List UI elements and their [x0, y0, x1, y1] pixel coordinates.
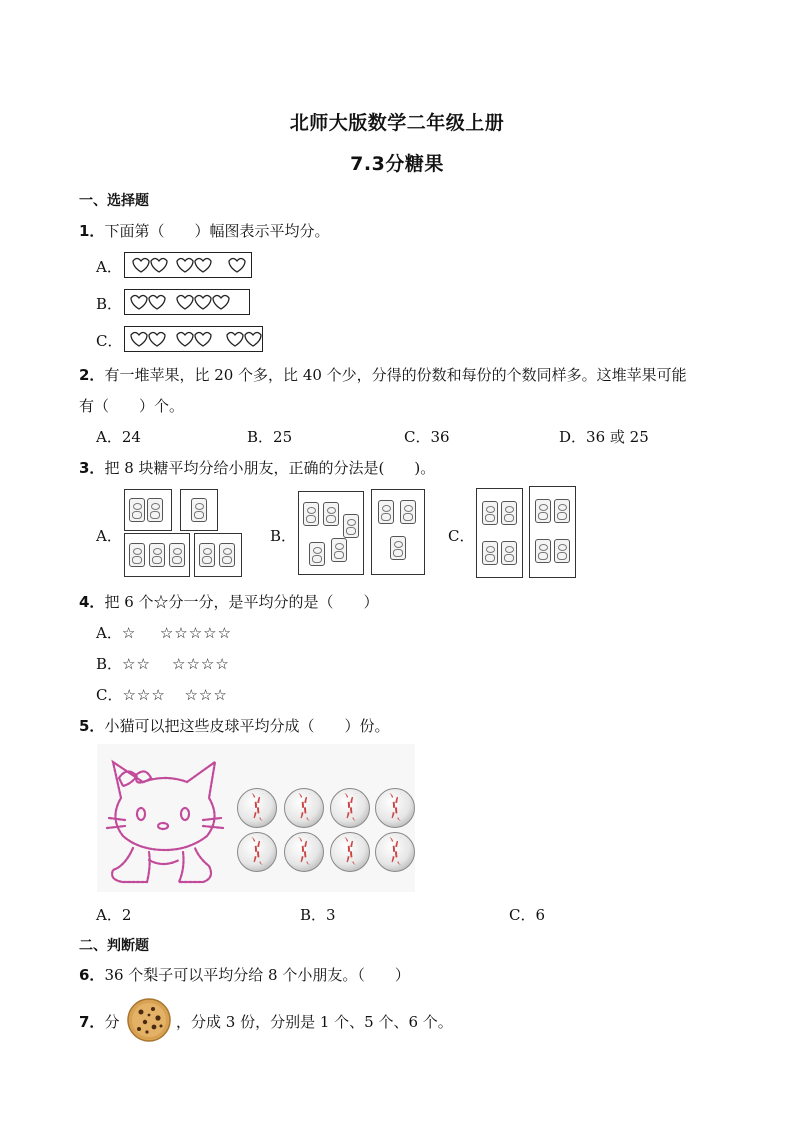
question-text: 把 8 块糖平均分给小朋友，正确的分法是( )。: [104, 459, 436, 477]
candy-icon: [309, 542, 325, 566]
candy-group: [476, 488, 523, 578]
ball-icon: [284, 832, 324, 872]
question-7: [79, 1011, 119, 1032]
candy-group: [124, 489, 172, 531]
q3-option-b-label: B．: [270, 527, 297, 545]
question-number: 3．: [79, 459, 105, 477]
page-title: 北师大版数学二年级上册: [289, 112, 505, 134]
star-group-left: ☆: [121, 624, 137, 642]
page-subtitle: 7.3分糖果: [350, 153, 444, 175]
candy-icon: [501, 501, 517, 525]
candy-icon: [129, 498, 145, 522]
q2-option-c: C．36: [404, 428, 450, 446]
candy-icon: [554, 539, 570, 563]
candy-group: [298, 491, 364, 575]
q1-option-a-hearts: [124, 252, 252, 278]
ball-icon: [375, 832, 415, 872]
question-text-line1: 有一堆苹果，比 20 个多，比 40 个少，分得的份数和每份的个数同样多。这堆苹果可能: [104, 366, 687, 384]
q1-option-c-hearts: [124, 326, 263, 352]
star-group-right: ☆☆☆: [184, 686, 228, 704]
candy-group: [371, 489, 425, 575]
candy-icon: [331, 538, 347, 562]
question-1: [79, 220, 329, 241]
q5-option-b: B．3: [300, 906, 336, 924]
q5-option-a: A．2: [96, 906, 132, 924]
question-3: [79, 457, 435, 478]
candy-icon: [400, 500, 416, 524]
question-5: [79, 715, 389, 736]
question-number: 1．: [79, 222, 105, 240]
question-2-line2: 有（ ）个。: [79, 397, 185, 415]
candy-icon: [535, 499, 551, 523]
candy-icon: [147, 498, 163, 522]
candy-icon: [554, 499, 570, 523]
star-group-right: ☆☆☆☆: [172, 655, 230, 673]
cat-icon: [99, 748, 231, 888]
q2-option-a: A．24: [96, 428, 141, 446]
q2-option-d: D．36 或 25: [559, 428, 649, 446]
candy-icon: [303, 502, 319, 526]
option-label: A．: [96, 624, 122, 642]
heart-icon: [125, 327, 262, 351]
question-number: 2．: [79, 366, 105, 384]
q1-option-b-label: B．: [96, 295, 123, 313]
question-text: 36 个梨子可以平均分给 8 个小朋友。（ ）: [104, 966, 410, 984]
q1-option-c-label: C．: [96, 332, 123, 350]
candy-group: [194, 533, 242, 577]
option-label: C．: [96, 686, 123, 704]
candy-icon: [219, 543, 235, 567]
candy-group: [124, 533, 190, 577]
question-number: 5．: [79, 717, 105, 735]
candy-icon: [501, 541, 517, 565]
candy-icon: [390, 536, 406, 560]
candy-icon: [169, 543, 185, 567]
question-text-prefix: 分: [104, 1013, 120, 1031]
candy-icon: [323, 502, 339, 526]
candy-icon: [482, 501, 498, 525]
star-group-left: ☆☆: [122, 655, 151, 673]
q4-option-a: [96, 622, 232, 643]
ball-icon: [330, 788, 370, 828]
q3-option-c-label: C．: [448, 527, 475, 545]
question-6: [79, 964, 410, 985]
q2-option-b: B．25: [247, 428, 293, 446]
section-heading-choice: 一、选择题: [79, 193, 149, 209]
candy-icon: [535, 539, 551, 563]
star-group-left: ☆☆☆: [122, 686, 166, 704]
ball-icon: [375, 788, 415, 828]
question-text: 下面第（ ）幅图表示平均分。: [104, 222, 330, 240]
q5-picture: [97, 744, 415, 892]
q4-option-b: [96, 653, 230, 674]
question-number: 7．: [79, 1013, 105, 1031]
ball-icon: [237, 832, 277, 872]
candy-icon: [129, 543, 145, 567]
heart-icon: [125, 290, 249, 314]
ball-icon: [284, 788, 324, 828]
q5-option-c: C．6: [509, 906, 546, 924]
q3-option-a-label: A．: [96, 527, 122, 545]
q1-option-b-hearts: [124, 289, 250, 315]
candy-icon: [343, 514, 359, 538]
q1-option-a-label: A．: [96, 258, 122, 276]
candy-group: [180, 489, 218, 531]
option-label: B．: [96, 655, 123, 673]
candy-icon: [149, 543, 165, 567]
candy-icon: [482, 541, 498, 565]
question-text: 小猫可以把这些皮球平均分成（ ）份。: [104, 717, 390, 735]
ball-icon: [237, 788, 277, 828]
question-number: 4．: [79, 593, 105, 611]
candy-group: [529, 486, 576, 578]
question-4: [79, 591, 379, 612]
ball-icon: [330, 832, 370, 872]
star-group-right: ☆☆☆☆☆: [159, 624, 233, 642]
candy-icon: [199, 543, 215, 567]
section-heading-judge: 二、判断题: [79, 938, 149, 954]
heart-icon: [125, 253, 251, 277]
question-text: 把 6 个☆分一分，是平均分的是（ ）: [104, 593, 379, 611]
candy-icon: [191, 498, 207, 522]
candy-icon: [378, 500, 394, 524]
question-number: 6．: [79, 966, 105, 984]
question-2: [79, 364, 687, 385]
q4-option-c: [96, 684, 228, 705]
cookie-icon: [125, 996, 173, 1044]
question-7-text: ，分成 3 份，分别是 1 个、5 个、6 个。: [176, 1013, 453, 1031]
